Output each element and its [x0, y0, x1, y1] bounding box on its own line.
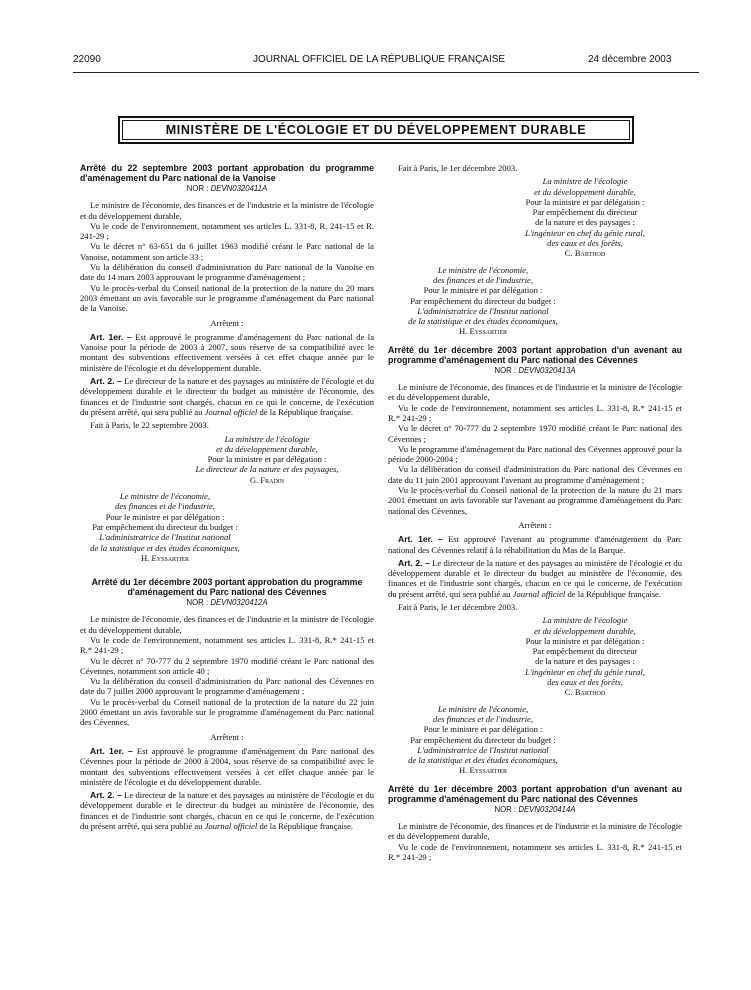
visa: Le ministre de l'économie, des finances et de l'industrie et la ministre de l'écologie et du développement durable,	[388, 382, 682, 403]
arrete-cevennes-programme	[80, 577, 374, 831]
signature-economie: Le ministre de l'économie, des finances et de l'industrie, Pour le ministre et par délégation : Par empêchement du directeur du budget : L'administratrice de l'Institut national de la statistique et des études économiques, H. Eyssartier	[80, 491, 250, 563]
signatory: H. Eyssartier	[140, 552, 190, 563]
fait-a-paris: Fait à Paris, le 1er décembre 2003.	[398, 163, 518, 173]
issue-date: 24 décembre 2003	[588, 54, 672, 65]
signature-ecologie: La ministre de l'écologie et du développement durable, Pour la ministre et par délégation : Par empêchement du directeur de la nature et des paysages : L'ingénieur en chef du génie rural, des eaux et des forêts, C. Barthod	[488, 176, 682, 258]
nor-code: DEVN0320411A	[210, 184, 268, 193]
signature-ecologie: La ministre de l'écologie et du développement durable, Pour la ministre et par délégation : Le directeur de la nature et des paysages, G. Fradin	[160, 434, 374, 485]
signature-economie: Le ministre de l'économie, des finances et de l'industrie, Pour le ministre et par délégation : Par empêchement du directeur du budget : L'administratrice de l'Institut national de la statistique et des études économiques, H. Eyssartier	[388, 265, 578, 337]
visa: Vu le code de l'environnement, notamment ses articles L. 331-8, R.* 241-15 et R.* 241-29 ;	[388, 402, 682, 423]
arrete-title: Arrêté du 22 septembre 2003 portant approbation du programme d'aménagement du Parc national de la Vanoise	[80, 163, 374, 183]
header-rule	[73, 72, 699, 73]
arrete-cevennes-avenant-1	[388, 345, 682, 776]
ministry-title: MINISTÈRE DE L'ÉCOLOGIE ET DU DÉVELOPPEMENT DURABLE	[165, 123, 587, 137]
nor-line: NOR : DEVN0320412A	[186, 598, 268, 608]
nor-line: NOR : DEVN0320411A	[186, 184, 268, 193]
visa: Vu le code de l'environnement, notamment ses articles L. 331-8, R.* 241-15 et R.* 241-29 ;	[80, 634, 374, 656]
visa: Vu le procès-verbal du Conseil national de la protection de la nature du 21 mars 2001 émettant un avis favorable sur l'avenant au programme d'aménagement du Parc national des Cévennes,	[388, 485, 682, 516]
nor-code: DEVN0320412A	[210, 598, 268, 608]
article-2: Art. 2. – Le directeur de la nature et des paysages au ministère de l'écologie et du développement durable et le directeur du budget au ministère de l'économie, des finances et de l'industrie sont chargés, chacun en ce qui le concerne, de l'exécution du présent arrêté, qui sera publié au Journal officiel de la République française.	[80, 376, 374, 417]
visa: Vu le décret n° 70-777 du 2 septembre 1970 modifié créant le Parc national des Cévennes ;	[388, 423, 682, 444]
visa: Vu le décret n° 63-651 du 6 juillet 1963 modifié créant le Parc national de la Vanoise, notamment son article 33 ;	[80, 241, 374, 262]
arrete-title: Arrêté du 1er décembre 2003 portant approbation d'un avenant au programme d'aménagement du Parc national des Cévennes	[388, 783, 682, 804]
article-1: Art. 1er. – Est approuvé le programme d'aménagement du Parc national des Cévennes pour la période de 2000 à 2004, sous réserve de sa compatibilité avec le montant des subventions effectivement versées à cet effet chaque année par le ministère de l'écologie et du développement durable.	[80, 745, 374, 787]
visa: Le ministre de l'économie, des finances et de l'industrie et la ministre de l'écologie et du développement durable,	[388, 821, 682, 842]
signature-ecologie: La ministre de l'écologie et du développement durable, Pour la ministre et par délégation : Par empêchement du directeur de la nature et des paysages : L'ingénieur en chef du génie rural, des eaux et des forêts, C. Barthod	[488, 615, 682, 697]
visa: Vu le programme d'aménagement du Parc national des Cévennes approuvé pour la période 2000-2004 ;	[388, 443, 682, 465]
fait-a-paris: Fait à Paris, le 22 septembre 2003.	[90, 420, 209, 431]
arrete-cevennes-avenant-2	[388, 784, 682, 862]
visa: Vu le décret n° 70-777 du 2 septembre 1970 modifié créant le Parc national des Cévennes, notamment son article 40 ;	[80, 655, 374, 676]
visa: Vu la délibération du conseil d'administration du Parc national des Cévennes en date du 11 juin 2001 approuvant l'avenant au programme d'aménagement ;	[388, 464, 682, 485]
article-1: Art. 1er. – Est approuvé l'avenant au programme d'aménagement du Parc national des Cévennes relatif à la réhabilitation du Mas de la Barque.	[388, 534, 683, 555]
visa: Vu la délibération du conseil d'administration du Parc national des Cévennes en date du 7 juillet 2000 approuvant le programme d'aménagement ;	[80, 676, 374, 697]
article-2: Art. 2. – Le directeur de la nature et des paysages au ministère de l'écologie et du développement durable et le directeur du budget au ministère de l'économie, des finances et de l'industrie sont chargés, chacun en ce qui le concerne, de l'exécution du présent arrêté, qui sera publié au Journal officiel de la République française.	[388, 557, 682, 599]
arrete-cevennes-programme-continued	[388, 163, 682, 337]
journal-title: JOURNAL OFFICIEL DE LA RÉPUBLIQUE FRANÇAISE	[253, 54, 506, 65]
visa: Vu le code de l'environnement, notamment ses articles L. 331-8, R.* 241-15 et R.* 241-29 ;	[388, 841, 682, 862]
arrete-title: Arrêté du 1er décembre 2003 portant approbation d'un avenant au programme d'aménagement du Parc national des Cévennes	[388, 344, 682, 365]
signatory: C. Barthod	[564, 687, 606, 698]
left-column	[80, 163, 374, 831]
visa: Vu le procès-verbal du Conseil national de la protection de la nature du 20 mars 2003 émettant un avis favorable sur le programme d'aménagement du Parc national de la Vanoise.	[80, 282, 374, 314]
signatory: C. Barthod	[564, 248, 606, 259]
nor-line: NOR : DEVN0320413A	[494, 365, 576, 375]
visa: Vu la délibération du conseil d'administration du Parc national de la Vanoise en date du 14 mars 2003 approuvant le programme d'aménagement ;	[80, 262, 374, 283]
arretent-label: Arrêtent :	[210, 731, 244, 742]
signatory: G. Fradin	[249, 474, 285, 485]
visa: Le ministre de l'économie, des finances et de l'industrie et la ministre de l'écologie et du développement durable,	[80, 200, 374, 221]
visa: Vu le procès-verbal du Conseil national de la protection de la nature du 22 juin 2000 émettant un avis favorable sur le programme d'aménagement du Parc national des Cévennes,	[80, 696, 374, 728]
nor-line: NOR : DEVN0320414A	[494, 804, 576, 814]
arrete-vanoise	[80, 163, 374, 563]
nor-code: DEVN0320413A	[518, 365, 576, 375]
visa: Le ministre de l'économie, des finances et de l'industrie et la ministre de l'écologie et du développement durable,	[80, 614, 374, 635]
right-column	[388, 163, 682, 862]
article-2: Art. 2. – Le directeur de la nature et des paysages au ministère de l'écologie et du développement durable et le directeur du budget au ministère de l'économie, des finances et de l'industrie sont chargés, chacun en ce qui le concerne, de l'exécution du présent arrêté, qui sera publié au Journal officiel de la République française.	[80, 790, 374, 832]
visa: Vu le code de l'environnement, notamment ses articles L. 331-8, R. 241-15 et R. 241-29 ;	[80, 220, 374, 242]
signatory: H. Eyssartier	[458, 326, 508, 337]
arrete-title: Arrêté du 1er décembre 2003 portant approbation du programme d'aménagement du Parc national des Cévennes	[91, 577, 363, 598]
signature-economie: Le ministre de l'économie, des finances et de l'industrie, Pour le ministre et par délégation : Par empêchement du directeur du budget : L'administratrice de l'Institut national de la statistique et des études économiques, H. Eyssartier	[388, 704, 578, 776]
nor-code: DEVN0320414A	[518, 804, 576, 814]
arretent-label: Arrêtent :	[518, 519, 552, 530]
article-1: Art. 1er. – Est approuvé le programme d'aménagement du Parc national de la Vanoise pour la période de 2003 à 2007, sous réserve de sa compatibilité avec le montant des subventions effectivement versées à cet effet chaque année par le ministère de l'écologie et du développement durable.	[80, 331, 375, 373]
arretent-label: Arrêtent :	[210, 317, 244, 328]
signatory: H. Eyssartier	[458, 765, 508, 776]
fait-a-paris: Fait à Paris, le 1er décembre 2003.	[398, 601, 518, 612]
ministry-banner	[118, 116, 634, 144]
page-number: 22090	[73, 54, 101, 65]
